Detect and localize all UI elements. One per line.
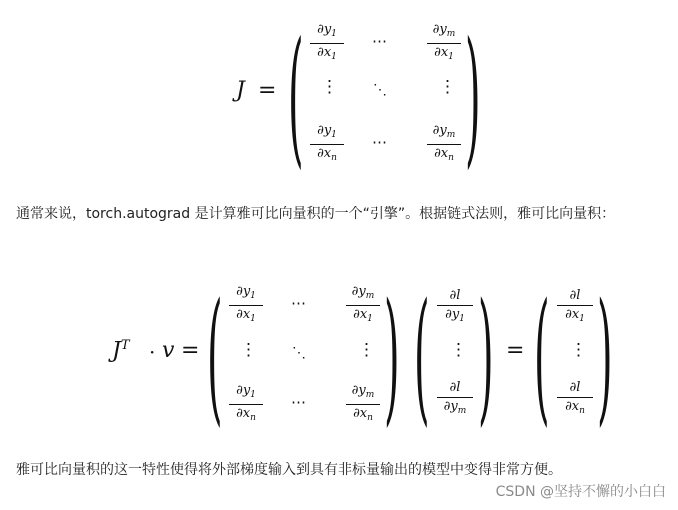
equals-sign-2: = <box>181 338 200 363</box>
ddots-center: ⋱ <box>373 82 387 98</box>
vjp-hdots-bottom: ⋯ <box>291 393 307 411</box>
vjp-cell-n-1: $\partial y_1$ $\partial x_n$ <box>229 383 263 426</box>
left-paren-matrix: ( <box>207 276 223 442</box>
result-vdots: ⋮ <box>570 340 587 360</box>
right-paren-matrix: ) <box>384 276 400 442</box>
vector-v: v <box>162 338 175 363</box>
left-paren-result: ( <box>534 276 550 442</box>
vdots-right: ⋮ <box>439 77 456 97</box>
vjp-hdots-top: ⋯ <box>291 294 307 312</box>
matrix-cell-1-1: $\partial y_1$ $\partial x_1$ <box>310 22 344 65</box>
matrix-cell-n-1: $\partial y_1$ $\partial x_n$ <box>310 123 344 166</box>
result-cell-xn: ∂l $\partial x_n$ <box>557 380 593 419</box>
vdots-left: ⋮ <box>321 77 338 97</box>
right-paren: ) <box>465 14 481 185</box>
equals-sign-3: = <box>506 338 525 363</box>
vjp-ddots: ⋱ <box>292 345 306 361</box>
grad-cell-ym: ∂l $\partial y_m$ <box>437 380 473 419</box>
jacobian-symbol: J <box>236 78 245 103</box>
equals-sign: = <box>258 78 277 103</box>
vjp-vdots-left: ⋮ <box>240 340 257 360</box>
vjp-vdots-right: ⋮ <box>358 340 375 360</box>
vjp-cell-1-1: $\partial y_1$ $\partial x_1$ <box>229 284 263 327</box>
hdots-top: ⋯ <box>372 32 388 50</box>
grad-vdots: ⋮ <box>450 340 467 360</box>
paragraph-conclusion: 雅可比向量积的这一特性使得将外部梯度输入到具有非标量输出的模型中变得非常方便。 <box>16 462 562 478</box>
csdn-watermark: CSDN @坚持不懈的小白白 <box>495 484 666 500</box>
grad-cell-y1: ∂l $\partial y_1$ <box>437 288 473 327</box>
right-paren-result: ) <box>597 276 613 442</box>
hdots-bottom: ⋯ <box>372 133 388 151</box>
paragraph-intro: 通常来说，torch.autograd 是计算雅可比向量积的一个“引擎”。根据链式法则，雅可比向量积： <box>16 206 616 222</box>
result-cell-x1: ∂l $\partial x_1$ <box>557 288 593 327</box>
left-paren: ( <box>288 14 304 185</box>
jacobian-transpose: $J^T$ <box>112 338 130 364</box>
vjp-cell-1-m: $\partial y_m$ $\partial x_1$ <box>346 284 380 327</box>
left-paren-vec: ( <box>414 276 430 442</box>
matrix-cell-1-m: $\partial y_m$ $\partial x_1$ <box>427 22 461 65</box>
vjp-cell-n-m: $\partial y_m$ $\partial x_n$ <box>346 383 380 426</box>
matrix-cell-n-m: $\partial y_m$ $\partial x_n$ <box>427 123 461 166</box>
right-paren-vec: ) <box>478 276 494 442</box>
cdot-operator: · <box>149 340 156 364</box>
